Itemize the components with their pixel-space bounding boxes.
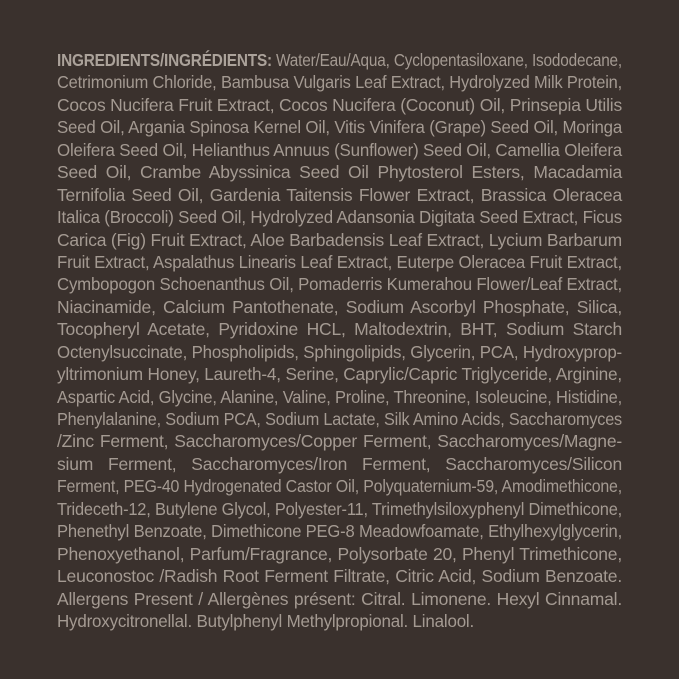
ingredients-line: [57, 273, 622, 295]
ingredients-line: [57, 543, 622, 565]
ingredients-text-block: [57, 49, 622, 632]
ingredients-line: [57, 430, 622, 452]
ingredients-line: [57, 161, 622, 183]
ingredients-line-text: Italica (Broccoli) Seed Oil, Hydrolyzed Adansonia Digitata Seed Extract, Ficus: [57, 207, 622, 228]
ingredients-line: [57, 610, 622, 632]
ingredients-line-text: Ternifolia Seed Oil, Gardenia Taitensis Flower Extract, Brassica Oleracea: [57, 184, 622, 205]
ingredients-line: [57, 363, 622, 385]
ingredients-line-text: Phenoxyethanol, Parfum/Fragrance, Polysorbate 20, Phenyl Trimethicone,: [57, 543, 622, 564]
ingredients-line: [57, 49, 622, 71]
ingredients-line-text: Trideceth-12, Butylene Glycol, Polyester-11, Trimethylsiloxyphenyl Dimethicone,: [57, 498, 622, 519]
ingredients-line: [57, 475, 622, 497]
ingredients-line-text: sium Ferment, Saccharomyces/Iron Ferment, Saccharomyces/Silicon: [57, 453, 622, 474]
ingredients-line: [57, 229, 622, 251]
ingredients-line-text: Niacinamide, Calcium Pantothenate, Sodium Ascorbyl Phosphate, Silica,: [57, 296, 622, 317]
ingredients-line: [57, 341, 622, 363]
ingredients-line: [57, 206, 622, 228]
ingredients-line-text: Cetrimonium Chloride, Bambusa Vulgaris Leaf Extract, Hydrolyzed Milk Protein,: [57, 72, 622, 93]
ingredients-line-text: Hydroxycitronellal. Butylphenyl Methylpropional. Linalool.: [57, 610, 475, 631]
ingredients-line-text: Carica (Fig) Fruit Extract, Aloe Barbadensis Leaf Extract, Lycium Barbarum: [57, 229, 622, 250]
ingredients-line-text: Seed Oil, Argania Spinosa Kernel Oil, Vitis Vinifera (Grape) Seed Oil, Moringa: [57, 117, 622, 138]
ingredients-line-text: /Zinc Ferment, Saccharomyces/Copper Ferment, Saccharomyces/Magne-: [57, 431, 622, 452]
ingredients-line-text: Leuconostoc /Radish Root Ferment Filtrate, Citric Acid, Sodium Benzoate.: [57, 566, 622, 587]
ingredients-line: [57, 139, 622, 161]
ingredients-line: [57, 184, 622, 206]
ingredients-line: [57, 588, 622, 610]
ingredients-line: [57, 318, 622, 340]
ingredients-line: [57, 71, 622, 93]
ingredients-line-text: Fruit Extract, Aspalathus Linearis Leaf Extract, Euterpe Oleracea Fruit Extract,: [57, 251, 622, 272]
ingredients-line: [57, 251, 622, 273]
ingredients-line-text: yltrimonium Honey, Laureth-4, Serine, Caprylic/Capric Triglyceride, Arginine,: [57, 364, 622, 385]
ingredients-line-text: INGREDIENTS/INGRÉDIENTS: Water/Eau/Aqua, Cyclopentasiloxane, Isododecane,: [57, 50, 622, 70]
ingredients-line-text: Aspartic Acid, Glycine, Alanine, Valine, Proline, Threonine, Isoleucine, Histidine,: [57, 386, 622, 407]
ingredients-line-text: Cocos Nucifera Fruit Extract, Cocos Nucifera (Coconut) Oil, Prinsepia Utilis: [57, 94, 622, 115]
ingredients-heading: INGREDIENTS/INGRÉDIENTS:: [57, 50, 272, 70]
ingredients-line-text: Octenylsuccinate, Phospholipids, Sphingolipids, Glycerin, PCA, Hydroxyprop-: [57, 341, 622, 362]
ingredients-line-text: Phenethyl Benzoate, Dimethicone PEG-8 Meadowfoamate, Ethylhexylglycerin,: [57, 521, 622, 542]
ingredients-line: [57, 453, 622, 475]
ingredients-line: [57, 520, 622, 542]
ingredients-line: [57, 116, 622, 138]
ingredients-line-text: Phenylalanine, Sodium PCA, Sodium Lactate, Silk Amino Acids, Saccharomyces: [57, 409, 622, 429]
ingredients-line-text: Seed Oil, Crambe Abyssinica Seed Oil Phytosterol Esters, Macadamia: [57, 162, 622, 183]
ingredients-line: [57, 296, 622, 318]
ingredients-line-text: Oleifera Seed Oil, Helianthus Annuus (Sunflower) Seed Oil, Camellia Oleifera: [57, 139, 622, 160]
ingredients-line: [57, 565, 622, 587]
ingredients-line: [57, 94, 622, 116]
ingredients-line-text: Ferment, PEG-40 Hydrogenated Castor Oil, Polyquaternium-59, Amodimethicone,: [57, 476, 622, 497]
ingredients-line-text: Cymbopogon Schoenanthus Oil, Pomaderris Kumerahou Flower/Leaf Extract,: [57, 274, 622, 295]
ingredients-line: [57, 386, 622, 408]
ingredients-line: [57, 498, 622, 520]
ingredients-line-text: Tocopheryl Acetate, Pyridoxine HCL, Maltodextrin, BHT, Sodium Starch: [57, 319, 622, 340]
ingredients-line-text: Allergens Present / Allergènes présent: Citral. Limonene. Hexyl Cinnamal.: [57, 588, 622, 609]
ingredients-line: [57, 408, 622, 430]
